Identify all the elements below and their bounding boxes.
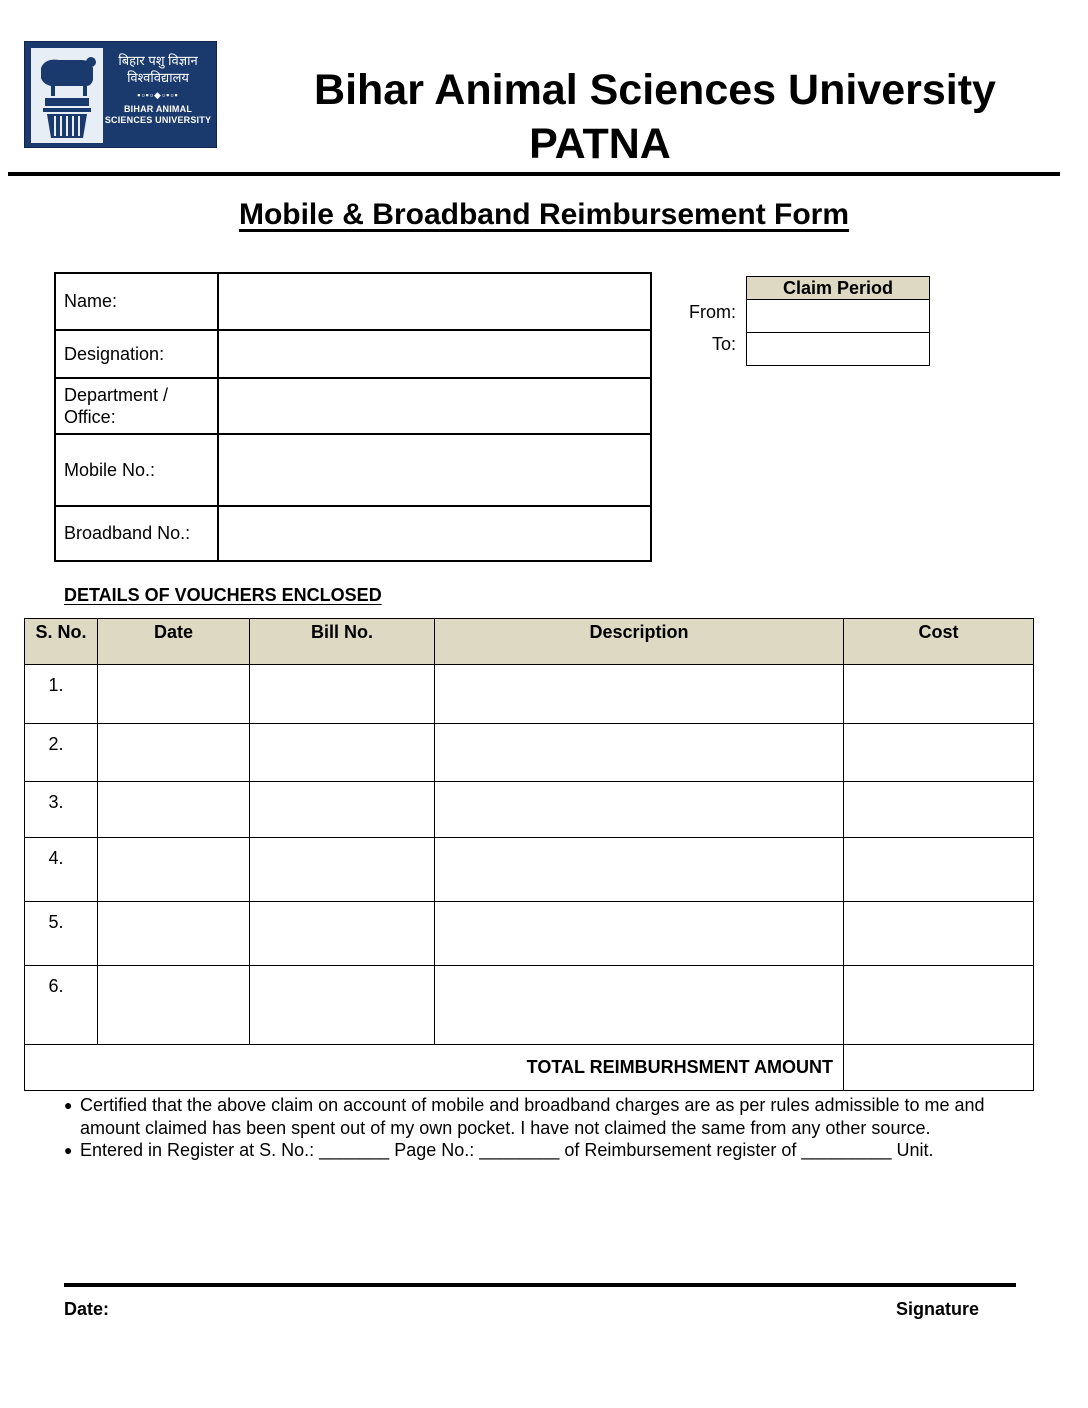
col-header-cost: Cost (844, 619, 1034, 665)
claim-period-table (746, 276, 930, 366)
row-description[interactable] (435, 782, 844, 838)
logo-hindi-line1: बिहार पशु विज्ञान (118, 53, 198, 68)
certification-statement: Certified that the above claim on account of mobile and broadband charges are as per rules admissible to me and amount claimed has been spent out of my own pocket. I have not claimed the same from any other source. (80, 1095, 985, 1138)
row-date[interactable] (98, 902, 250, 966)
col-header-sno: S. No. (25, 619, 98, 665)
info-row-mobile (55, 434, 651, 506)
row-description[interactable] (435, 966, 844, 1045)
department-field[interactable] (218, 378, 651, 434)
from-label: From: (689, 302, 736, 322)
bullet-icon: ● (64, 1142, 73, 1158)
broadband-field[interactable] (218, 506, 651, 561)
university-name: Bihar Animal Sciences University (314, 66, 996, 114)
designation-label: Designation: (55, 330, 218, 378)
table-row (25, 902, 1034, 966)
row-cost[interactable] (844, 665, 1034, 724)
mobile-label: Mobile No.: (55, 434, 218, 506)
certification-section (64, 1094, 1024, 1162)
list-item (64, 1094, 1024, 1139)
mobile-field[interactable] (218, 434, 651, 506)
logo-text-block (103, 52, 213, 126)
university-logo (24, 41, 217, 148)
university-city: PATNA (529, 120, 671, 168)
info-row-broadband (55, 506, 651, 561)
claim-period-heading: Claim Period (747, 277, 930, 300)
form-title: Mobile & Broadband Reimbursement Form (238, 198, 850, 231)
total-row (25, 1045, 1034, 1091)
row-cost[interactable] (844, 724, 1034, 782)
row-sno: 2. (25, 724, 98, 782)
row-sno: 3. (25, 782, 98, 838)
header-divider (8, 172, 1060, 176)
table-row (25, 966, 1034, 1045)
row-bill-no[interactable] (250, 724, 435, 782)
table-row (25, 724, 1034, 782)
row-bill-no[interactable] (250, 838, 435, 902)
row-bill-no[interactable] (250, 966, 435, 1045)
row-date[interactable] (98, 782, 250, 838)
col-header-bill-no: Bill No. (250, 619, 435, 665)
bull-emblem-icon (31, 48, 103, 143)
info-row-department (55, 378, 651, 434)
row-bill-no[interactable] (250, 665, 435, 724)
claim-from-field[interactable] (747, 300, 930, 333)
row-cost[interactable] (844, 902, 1034, 966)
logo-hindi-line2: विश्वविद्यालय (127, 70, 189, 85)
row-sno: 6. (25, 966, 98, 1045)
vouchers-table (24, 618, 1034, 1091)
row-sno: 4. (25, 838, 98, 902)
designation-field[interactable] (218, 330, 651, 378)
table-row (25, 782, 1034, 838)
department-label: Department / Office: (55, 378, 218, 434)
claim-to-field[interactable] (747, 333, 930, 366)
total-label: TOTAL REIMBURHSMENT AMOUNT (25, 1045, 844, 1091)
row-cost[interactable] (844, 966, 1034, 1045)
list-item (64, 1139, 1024, 1162)
row-description[interactable] (435, 665, 844, 724)
row-description[interactable] (435, 902, 844, 966)
row-bill-no[interactable] (250, 782, 435, 838)
row-cost[interactable] (844, 782, 1034, 838)
signature-label: Signature (896, 1299, 980, 1319)
table-row (25, 665, 1034, 724)
row-description[interactable] (435, 724, 844, 782)
row-sno: 5. (25, 902, 98, 966)
logo-english-name: BIHAR ANIMAL SCIENCES UNIVERSITY (104, 104, 212, 125)
bullet-icon: ● (64, 1097, 73, 1113)
broadband-label: Broadband No.: (55, 506, 218, 561)
info-row-designation (55, 330, 651, 378)
total-amount-field[interactable] (844, 1045, 1034, 1091)
row-date[interactable] (98, 838, 250, 902)
name-field[interactable] (218, 273, 651, 330)
logo-divider: ▪▫▪▫◆▫▪▫▪ (137, 90, 179, 100)
row-description[interactable] (435, 838, 844, 902)
row-sno: 1. (25, 665, 98, 724)
row-date[interactable] (98, 724, 250, 782)
register-entry-statement: Entered in Register at S. No.: _______ Page No.: ________ of Reimbursement register of _________ Unit. (80, 1140, 934, 1160)
vouchers-header-row (25, 619, 1034, 665)
col-header-description: Description (435, 619, 844, 665)
row-cost[interactable] (844, 838, 1034, 902)
info-row-name (55, 273, 651, 330)
col-header-date: Date (98, 619, 250, 665)
row-date[interactable] (98, 665, 250, 724)
table-row (25, 838, 1034, 902)
vouchers-heading: DETAILS OF VOUCHERS ENCLOSED (64, 585, 382, 605)
row-bill-no[interactable] (250, 902, 435, 966)
row-date[interactable] (98, 966, 250, 1045)
date-label: Date: (64, 1299, 110, 1319)
to-label: To: (711, 334, 736, 354)
name-label: Name: (55, 273, 218, 330)
applicant-info-table (54, 272, 652, 562)
signature-divider (64, 1283, 1016, 1287)
